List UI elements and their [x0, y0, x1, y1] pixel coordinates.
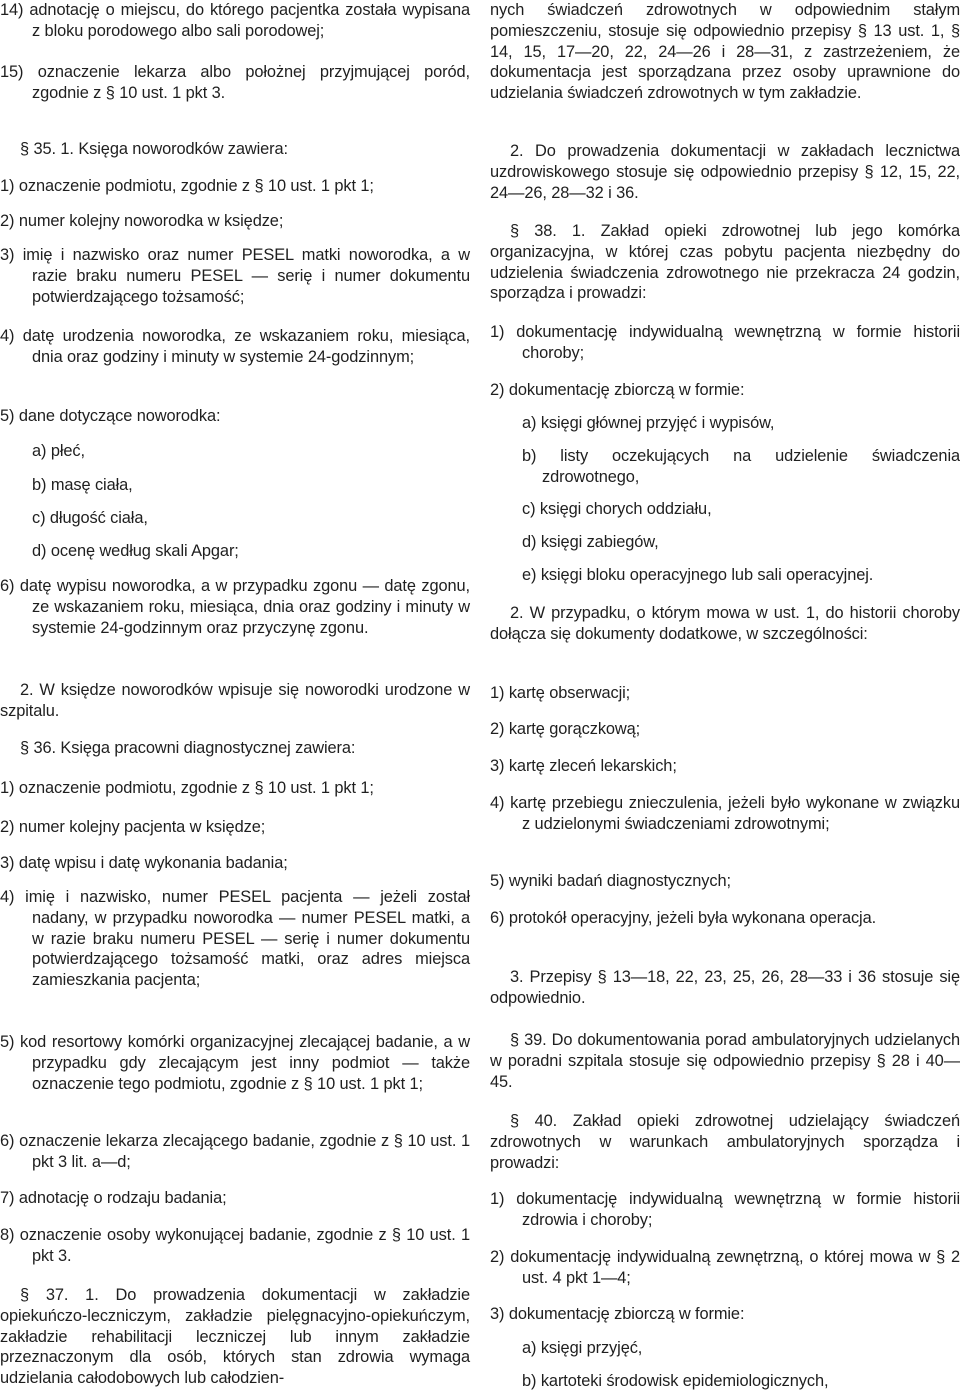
- left-para-10: c) długość ciała,: [32, 509, 148, 527]
- left-para-1: 15) oznaczenie lekarza albo położnej przyjmującej poród, zgodnie z § 10 ust. 1 pkt 3.: [0, 63, 470, 102]
- left-para-9: b) masę ciała,: [32, 476, 133, 494]
- right-para-13: 3) kartę zleceń lekarskich;: [490, 757, 677, 775]
- right-para-2: § 38. 1. Zakład opieki zdrowotnej lub jego komórka organizacyjna, w której czas pobytu pacjenta niezbędny do udzielenia świadczenia zdrowotnego nie przekracza 24 godzin, sporządza i prowadzi:: [490, 222, 960, 303]
- left-para-8: a) płeć,: [32, 442, 85, 460]
- left-para-12: 6) datę wypisu noworodka, a w przypadku zgonu — datę zgonu, ze wskazaniem roku, miesiąca, dnia oraz godziny i minuty w systemie 24-godzinnym oraz przyczynę zgonu.: [0, 577, 470, 637]
- right-para-11: 1) kartę obserwacji;: [490, 684, 631, 702]
- left-para-0: 14) adnotację o miejscu, do którego pacjentka została wypisana z bloku porodowego albo sali porodowej;: [0, 1, 470, 40]
- right-para-4: 2) dokumentację zbiorczą w formie:: [490, 381, 745, 399]
- right-para-17: 3. Przepisy § 13—18, 22, 23, 25, 26, 28—33 i 36 stosuje się odpowiednio.: [490, 968, 960, 1007]
- right-para-9: e) księgi bloku operacyjnego lub sali operacyjnej.: [522, 566, 874, 584]
- left-para-20: 6) oznaczenie lekarza zlecającego badanie, zgodnie z § 10 ust. 1 pkt 3 lit. a—d;: [0, 1132, 470, 1171]
- left-para-11: d) ocenę według skali Apgar;: [32, 542, 239, 560]
- left-para-23: § 37. 1. Do prowadzenia dokumentacji w zakładzie opiekuńczo-leczniczym, zakładzie pielęgnacyjno-opiekuńczym, zakładzie rehabilitacji leczniczej lub innym zakładzie przeznaczonym dla osób, których stan zdrowia wymaga udzielania całodobowych lub całodzien-: [0, 1286, 470, 1388]
- left-para-4: 2) numer kolejny noworodka w księdze;: [0, 212, 284, 230]
- right-para-3: 1) dokumentację indywidualną wewnętrzną w formie historii choroby;: [490, 323, 960, 362]
- right-para-20: 1) dokumentację indywidualną wewnętrzną w formie historii zdrowia i choroby;: [490, 1190, 960, 1229]
- right-para-18: § 39. Do dokumentowania porad ambulatoryjnych udzielanych w poradni szpitala stosuje się odpowiednio przepisy § 28 i 40—45.: [490, 1031, 960, 1091]
- left-para-7: 5) dane dotyczące noworodka:: [0, 407, 221, 425]
- left-para-14: § 36. Księga pracowni diagnostycznej zawiera:: [20, 739, 356, 757]
- left-para-5: 3) imię i nazwisko oraz numer PESEL matki noworodka, a w razie braku numeru PESEL — serię i numer dokumentu potwierdzającego tożsamość;: [0, 246, 470, 306]
- right-para-19: § 40. Zakład opieki zdrowotnej udzielający świadczeń zdrowotnych w warunkach ambulatoryjnych sporządza i prowadzi:: [490, 1112, 960, 1172]
- left-para-2: § 35. 1. Księga noworodków zawiera:: [20, 140, 289, 158]
- left-para-21: 7) adnotację o rodzaju badania;: [0, 1189, 227, 1207]
- right-para-23: a) księgi przyjęć,: [522, 1339, 643, 1357]
- right-para-10: 2. W przypadku, o którym mowa w ust. 1, do historii choroby dołącza się dokumenty dodatkowe, w szczególności:: [490, 604, 960, 643]
- right-para-8: d) księgi zabiegów,: [522, 533, 659, 551]
- right-para-7: c) księgi chorych oddziału,: [522, 500, 712, 518]
- right-para-22: 3) dokumentację zbiorczą w formie:: [490, 1305, 745, 1323]
- right-para-12: 2) kartę gorączkową;: [490, 720, 641, 738]
- left-para-13: 2. W księdze noworodków wpisuje się noworodki urodzone w szpitalu.: [0, 681, 470, 720]
- left-para-22: 8) oznaczenie osoby wykonującej badanie, zgodnie z § 10 ust. 1 pkt 3.: [0, 1226, 470, 1265]
- right-para-16: 6) protokół operacyjny, jeżeli była wykonana operacja.: [490, 909, 877, 927]
- right-para-14: 4) kartę przebiegu znieczulenia, jeżeli było wykonane w związku z udzielonymi świadczeniami zdrowotnymi;: [490, 794, 960, 833]
- left-para-3: 1) oznaczenie podmiotu, zgodnie z § 10 ust. 1 pkt 1;: [0, 177, 374, 195]
- left-para-6: 4) datę urodzenia noworodka, ze wskazaniem roku, miesiąca, dnia oraz godziny i minuty w systemie 24-godzinnym;: [0, 327, 470, 366]
- left-para-16: 2) numer kolejny pacjenta w księdze;: [0, 818, 266, 836]
- right-para-15: 5) wyniki badań diagnostycznych;: [490, 872, 731, 890]
- right-para-0: nych świadczeń zdrowotnych w odpowiednim stałym pomieszczeniu, stosuje się odpowiednio przepisy § 13 ust. 1, § 14, 15, 17—20, 22, 24—26 i 28—31, z zastrzeżeniem, że dokumentacja jest sporządzana przez osoby uprawnione do udzielania świadczeń zdrowotnych w tym zakładzie.: [490, 1, 960, 103]
- right-para-6: b) listy oczekujących na udzielenie świadczenia zdrowotnego,: [522, 447, 960, 486]
- right-para-21: 2) dokumentację indywidualną zewnętrzną, o której mowa w § 2 ust. 4 pkt 1—4;: [490, 1248, 960, 1287]
- left-para-17: 3) datę wpisu i datę wykonania badania;: [0, 854, 288, 872]
- left-para-19: 5) kod resortowy komórki organizacyjnej zlecającej badanie, a w przypadku gdy zlecającym jest inny podmiot — także oznaczenie tego podmiotu, zgodnie z § 10 ust. 1 pkt 1;: [0, 1033, 470, 1093]
- left-para-15: 1) oznaczenie podmiotu, zgodnie z § 10 ust. 1 pkt 1;: [0, 779, 374, 797]
- right-para-1: 2. Do prowadzenia dokumentacji w zakładach lecznictwa uzdrowiskowego stosuje się odpowiednio przepisy § 12, 15, 22, 24—26, 28—32 i 36.: [490, 142, 960, 202]
- left-para-18: 4) imię i nazwisko, numer PESEL pacjenta — jeżeli został nadany, w przypadku noworodka — numer PESEL matki, a w razie braku numeru PESEL — serię i numer dokumentu potwierdzającego tożsamość matki, oraz adres miejsca zamieszkania pacjenta;: [0, 888, 470, 990]
- right-para-5: a) księgi głównej przyjęć i wypisów,: [522, 414, 775, 432]
- right-para-24: b) kartoteki środowisk epidemiologicznych,: [522, 1372, 829, 1390]
